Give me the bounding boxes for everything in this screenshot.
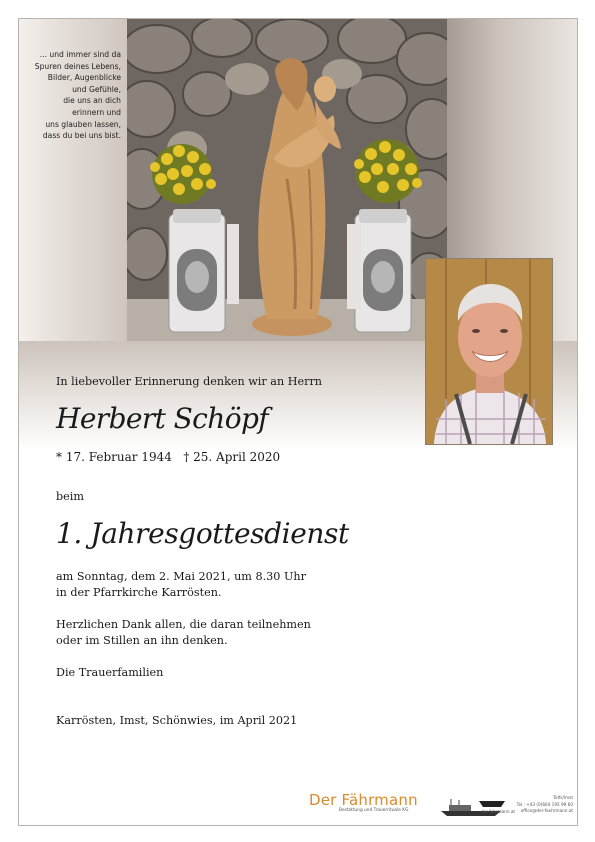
contact-line: Tel.: +43 (0)664 195 99 60 (516, 801, 573, 807)
service-title: 1. Jahresgottesdienst (56, 517, 349, 550)
beim-text: beim (56, 490, 84, 503)
website-text: der-fahrmann.at (481, 809, 516, 814)
intro-text: In liebevoller Erinnerung denken wir an Herrn (56, 375, 322, 388)
quote-line: erinnern und (72, 107, 121, 117)
portrait-photo (425, 258, 553, 445)
thanks-line: Herzlichen Dank allen, die daran teilnehmen (56, 618, 311, 631)
quote-line: Bilder, Augenblicke (47, 73, 121, 83)
deceased-name: Herbert Schöpf (56, 402, 269, 435)
contact-line: office@der-faehrmann.at (520, 808, 573, 814)
service-details-line: in der Pfarrkirche Karrösten. (56, 586, 222, 599)
madonna-statue-image (127, 19, 447, 341)
place-date: Karrösten, Imst, Schönwies, im April 2021 (56, 714, 298, 727)
quote-line: uns glauben lassen, (45, 119, 121, 129)
quote-line: dass du bei uns bist. (42, 131, 121, 141)
signature: Die Trauerfamilien (56, 666, 164, 679)
quote-line: ... und immer sind da (39, 50, 121, 59)
memorial-quote (21, 49, 121, 142)
quote-line: und Gefühle, (72, 84, 121, 94)
contact-line: Telfs/Imst (553, 795, 573, 800)
quote-line: Spuren deines Lebens, (34, 61, 121, 71)
brand-subtitle: Bestattung und Trauerrituale KG (339, 808, 409, 813)
contact-info (493, 795, 573, 815)
brand-logo: Der Fährmann (309, 791, 418, 809)
obituary-card (18, 18, 578, 826)
quote-line: die uns an dich (63, 96, 121, 106)
life-dates: * 17. Februar 1944 † 25. April 2020 (56, 450, 281, 464)
thanks-line: oder im Stillen an ihn denken. (56, 634, 228, 647)
service-details-line: am Sonntag, dem 2. Mai 2021, um 8.30 Uhr (56, 570, 306, 583)
